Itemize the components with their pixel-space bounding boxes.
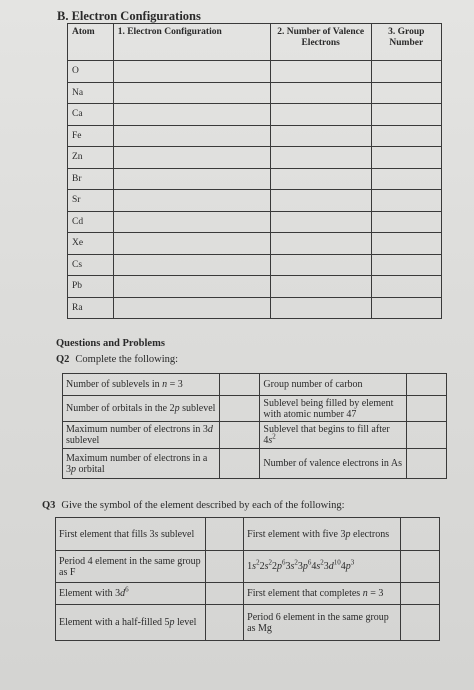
question-number: Q3 xyxy=(42,500,56,511)
prompt-cell: Element with $3d^6$ xyxy=(56,583,206,605)
answer-cell[interactable] xyxy=(371,168,441,190)
answer-cell[interactable] xyxy=(371,147,441,169)
answer-cell[interactable] xyxy=(205,551,244,583)
answer-cell[interactable] xyxy=(371,254,441,276)
answer-cell[interactable] xyxy=(371,125,441,147)
answer-cell[interactable] xyxy=(406,374,446,396)
answer-cell[interactable] xyxy=(113,211,270,233)
answer-cell[interactable] xyxy=(220,422,260,449)
atom-cell: Fe xyxy=(68,125,114,147)
table-row xyxy=(68,276,442,298)
answer-cell[interactable] xyxy=(220,374,260,396)
answer-cell[interactable] xyxy=(371,211,441,233)
answer-cell[interactable] xyxy=(270,104,371,126)
table-row xyxy=(68,147,442,169)
table-row xyxy=(68,254,442,276)
answer-cell[interactable] xyxy=(220,449,260,479)
answer-cell[interactable] xyxy=(205,605,244,641)
answer-cell[interactable] xyxy=(270,190,371,212)
q2-table xyxy=(62,373,447,479)
answer-cell[interactable] xyxy=(270,211,371,233)
atom-cell: Ca xyxy=(68,104,114,126)
answer-cell[interactable] xyxy=(113,61,270,83)
answer-cell[interactable] xyxy=(113,233,270,255)
answer-cell[interactable] xyxy=(406,396,446,422)
table-row xyxy=(68,125,442,147)
answer-cell[interactable] xyxy=(406,422,446,449)
prompt-cell: Element with a half-filled 5p level xyxy=(56,605,206,641)
answer-cell[interactable] xyxy=(401,583,440,605)
prompt-cell: First element with five 3p electrons xyxy=(244,518,401,551)
question-prompt xyxy=(42,500,345,511)
question-number: Q2 xyxy=(56,354,70,365)
atom-cell: Br xyxy=(68,168,114,190)
answer-cell[interactable] xyxy=(113,147,270,169)
prompt-cell: Sublevel being filled by element with atomic number 47 xyxy=(260,396,406,422)
electron-config-table xyxy=(67,23,442,319)
atom-cell: Sr xyxy=(68,190,114,212)
column-header: 1. Electron Configuration xyxy=(113,24,270,61)
prompt-cell: Number of orbitals in the 2p sublevel xyxy=(63,396,220,422)
table-row xyxy=(68,211,442,233)
answer-cell[interactable] xyxy=(270,168,371,190)
answer-cell[interactable] xyxy=(406,449,446,479)
atom-cell: Na xyxy=(68,82,114,104)
answer-cell[interactable] xyxy=(113,276,270,298)
q3-table xyxy=(55,517,440,641)
atom-cell: Cd xyxy=(68,211,114,233)
question-text: Give the symbol of the element described by each of the following: xyxy=(61,500,345,511)
prompt-cell: Number of sublevels in n = 3 xyxy=(63,374,220,396)
prompt-cell: Period 4 element in the same group as F xyxy=(56,551,206,583)
column-header: 3. Group Number xyxy=(371,24,441,61)
atom-cell: Zn xyxy=(68,147,114,169)
answer-cell[interactable] xyxy=(113,190,270,212)
prompt-cell: Number of valence electrons in As xyxy=(260,449,406,479)
atom-cell: Pb xyxy=(68,276,114,298)
answer-cell[interactable] xyxy=(371,104,441,126)
prompt-cell: Maximum number of electrons in a 3p orbital xyxy=(63,449,220,479)
answer-cell[interactable] xyxy=(113,104,270,126)
prompt-cell: First element that fills 3s sublevel xyxy=(56,518,206,551)
answer-cell[interactable] xyxy=(371,190,441,212)
table-row xyxy=(68,168,442,190)
answer-cell[interactable] xyxy=(270,125,371,147)
atom-cell: Xe xyxy=(68,233,114,255)
question-prompt xyxy=(56,354,178,365)
section-title: Questions and Problems xyxy=(56,338,165,349)
answer-cell[interactable] xyxy=(113,254,270,276)
answer-cell[interactable] xyxy=(371,61,441,83)
answer-cell[interactable] xyxy=(113,125,270,147)
answer-cell[interactable] xyxy=(113,82,270,104)
prompt-cell: Period 6 element in the same group as Mg xyxy=(244,605,401,641)
answer-cell[interactable] xyxy=(270,254,371,276)
answer-cell[interactable] xyxy=(270,61,371,83)
column-header: Atom xyxy=(68,24,114,61)
prompt-cell: Sublevel that begins to fill after $4s^2$ xyxy=(260,422,406,449)
answer-cell[interactable] xyxy=(113,297,270,319)
table-row xyxy=(68,104,442,126)
table-row xyxy=(68,297,442,319)
answer-cell[interactable] xyxy=(220,396,260,422)
answer-cell[interactable] xyxy=(205,518,244,551)
answer-cell[interactable] xyxy=(270,297,371,319)
section-heading: B. Electron Configurations xyxy=(57,9,201,23)
answer-cell[interactable] xyxy=(270,82,371,104)
prompt-cell: $1s^22s^22p^63s^23p^64s^23d^{10}4p^3$ xyxy=(244,551,401,583)
answer-cell[interactable] xyxy=(371,82,441,104)
answer-cell[interactable] xyxy=(371,276,441,298)
atom-cell: Ra xyxy=(68,297,114,319)
prompt-cell: Maximum number of electrons in 3d sublevel xyxy=(63,422,220,449)
answer-cell[interactable] xyxy=(205,583,244,605)
answer-cell[interactable] xyxy=(270,233,371,255)
answer-cell[interactable] xyxy=(371,233,441,255)
table-row xyxy=(68,61,442,83)
question-text: Complete the following: xyxy=(75,354,179,365)
table-row xyxy=(68,190,442,212)
atom-cell: O xyxy=(68,61,114,83)
table-row xyxy=(68,233,442,255)
answer-cell[interactable] xyxy=(401,518,440,551)
column-header: 2. Number of Valence Electrons xyxy=(270,24,371,61)
prompt-cell: Group number of carbon xyxy=(260,374,406,396)
table-row xyxy=(68,82,442,104)
answer-cell[interactable] xyxy=(401,605,440,641)
answer-cell[interactable] xyxy=(113,168,270,190)
answer-cell[interactable] xyxy=(401,551,440,583)
answer-cell[interactable] xyxy=(270,147,371,169)
answer-cell[interactable] xyxy=(371,297,441,319)
atom-cell: Cs xyxy=(68,254,114,276)
prompt-cell: First element that completes n = 3 xyxy=(244,583,401,605)
answer-cell[interactable] xyxy=(270,276,371,298)
